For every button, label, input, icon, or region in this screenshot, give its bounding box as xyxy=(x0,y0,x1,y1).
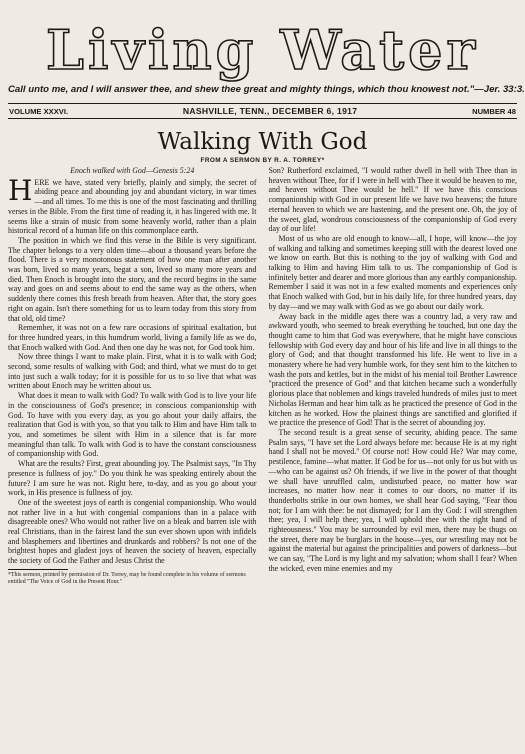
paragraph: Remember, it was not on a few rare occasions of spiritual exaltation, but for three hundred years, in this humdrum world, living a family life as we do, that Enoch walked with God. And then one day he was not, for God took him. xyxy=(8,323,257,352)
drop-cap: H xyxy=(8,173,33,207)
paragraph: Most of us who are old enough to know—all, I hope, will know—the joy of walking and talking and sometimes keeping still with the dearest loved one we know on earth. But this is nothing to the joy of walking with God and talking to Him and having Him talk to us. The companionship of God is infinitely better and dearer and more glorious than any earthly companionship. Remember I said it was not in a few exalted moments and experiences only that Enoch walked with God, but in his daily life, for three hundred years, day by day—and we may walk with God as we go about our daily work. xyxy=(268,233,517,311)
paragraph: What does it mean to walk with God? To walk with God is to live your life in the consciousness of God's presence; in conscious companionship with God. To have with you every day, as you go about your daily affairs, the realization that God is with you, so that you talk to Him and have Him talk to you, and sometimes be silent with Him in a silence that is far more meaningful than talk. To walk with God is to have the constant consciousness of companionship with God. xyxy=(8,391,257,459)
masthead-motto: Call unto me, and I will answer thee, and shew thee great and mighty things, which thou knowest not."—Jer. 33:3. xyxy=(8,84,525,95)
paragraph: The position in which we find this verse in the Bible is very significant. The chapter belongs to a very olden time—about a thousand years before the flood. There is a very monotonous statement of how one man after another was born, lived so many years, begat a son, lived so many more years and died. Then Enoch is brought into the story, and the record begins in the same way and goes on and seems about to end the same way as the others, when suddenly there comes this fresh breath from heaven. After that, the story goes right on again. Isn't there something for us to learn today from this story from that old, old time? xyxy=(8,235,257,323)
paragraph: HERE we have, stated very briefly, plainly and simply, the secret of abiding peace and abounding joy and abundant victory, in war times—and all times. To me this is one of the most fascinating and thrilling verses in the Bible. From the first time of reading it, it has lingered with me. It seems like a strain of music from some heavenly world, rather than a plain historical record of a human life on this commonplace earth. xyxy=(8,173,257,236)
paragraph: Now three things I want to make plain. First, what it is to walk with God; second, some results of walking with God; and third, what we must do to get into just such a walk today; for it is possible for us to so live that what was written about Enoch may be written about us. xyxy=(8,352,257,391)
epigraph: Enoch walked with God—Genesis 5:24 xyxy=(70,166,195,175)
paragraph: Away back in the middle ages there was a country lad, a very raw and awkward youth, who seemed to break everything he touched, but one day the thought came to him that God was everywhere, that he might have conscious fellowship with God every day and hour of his life and live in all things to the glory of God; and that thought transformed his life. He went to live in a monastery where he had very humble work, for they sent him to the kitchen to wash the pots and kettles, but in the midst of his menial toil Brother Lawrence "practiced the presence of God" and that kitchen became such a wonderfully glorious place that noblemen and kings traveled hundreds of miles just to meet Nicholas Herman and hear him talk as he practiced the presence of God in the kitchen as he worked. How the plainest things are sanctified and glorified if we practice the presence of God! That is the secret of abounding joy. xyxy=(268,311,517,428)
footnote: *This sermon, printed by permission of Dr. Torrey, may be found complete in his volume of sermons entitled "The Voice of God in the Present Hour." xyxy=(8,571,246,585)
article-byline: FROM A SERMON BY R. A. TORREY* xyxy=(200,157,325,164)
dateline-bar xyxy=(8,103,517,119)
newspaper-page xyxy=(0,20,525,754)
masthead-title: Living Water xyxy=(46,18,479,82)
paragraph: The second result is a great sense of security, abiding peace. The same Psalm says, "I have set the Lord always before me: because He is at my right hand I shall not be moved." Of course not! How could He? War may come, pestilence, famine—what matter. If God be for us—not only for us but with us—who can be against us? Oh friends, if we live in the power of that thought we shall have unruffled calm, undisturbed peace, no matter how war increases, no matter how near it comes to our doors, no matter if its thunderbolts strike in our own homes, we shall hear God saying, "Fear thou not; for I am with thee: be not dismayed; for I am thy God: I will strengthen thee; yea, I will help thee; yea, I will uphold thee with the right hand of righteousness." You may be surrounded by evil men, there may be thugs on the street, there may be burglars in the house—yes, our wrestling may not be against the material but against the principalities and powers of darkness—but we can say, "The Lord is my light and my salvation; whom shall I fear? When the wicked, even mine enemies and my xyxy=(268,427,517,573)
left-column xyxy=(8,166,257,585)
paragraph: One of the sweetest joys of earth is congenial companionship. Who would not rather live in a hut with congenial companions than in a palace with disagreeable ones? Who would not rather live on a bleak and barren isle with real Christians, than in the fairest land the sun ever shown upon with infidels and blasphemers and libertines and drunkards and robbers? Is not one of the brightest hopes and gladest joys of heaven the society of heaven, especially the society of God the Father and Jesus Christ the xyxy=(8,497,257,566)
article-title: Walking With God xyxy=(157,129,368,155)
paragraph: What are the results? First, great abounding joy. The Psalmist says, "In Thy presence is fullness of joy." Do you think he was speaking entirely about the future? I am sure he was not. Right here, to-day, and as you go about your work, in His presence is fullness of joy. xyxy=(8,459,257,498)
article-body xyxy=(8,166,517,585)
issue-number: NUMBER 48 xyxy=(472,106,516,116)
right-column xyxy=(269,166,518,585)
volume-label: VOLUME XXXVI. xyxy=(9,106,69,116)
paragraph: Son? Rutherford exclaimed, "I would rather dwell in hell with Thee than in heaven without Thee, for if I were in hell with Thee it would be heaven to me, and heaven without Thee would be hell." If we have this conscious companionship with God in our present life we have two heavens; the future eternal heaven to which we are hastening, and the present one. Oh, the joy of the sweet, glad, wondrous consciousness of the companionship of God every day of our life! xyxy=(268,166,517,234)
place-date: NASHVILLE, TENN., DECEMBER 6, 1917 xyxy=(182,106,358,116)
footnote-divider xyxy=(8,569,68,570)
